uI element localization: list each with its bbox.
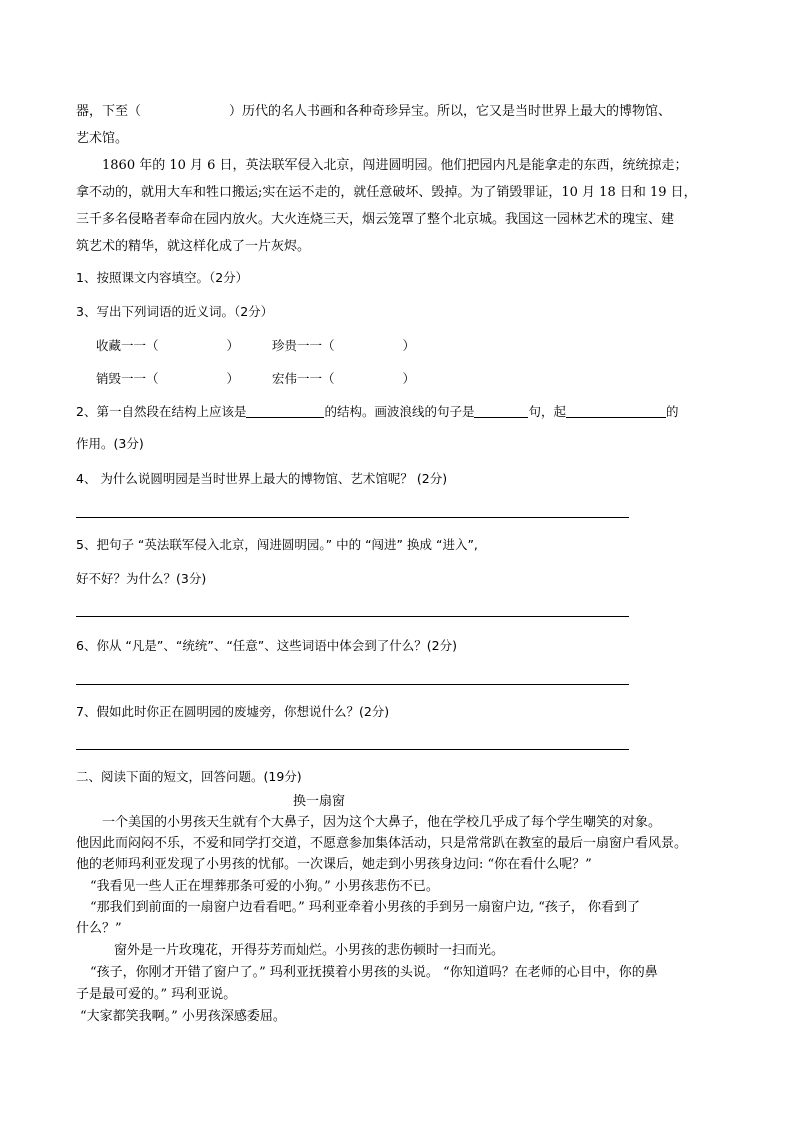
story-line: 一个美国的小男孩天生就有个大鼻子，因为这个大鼻子，他在学校几乎成了每个学生嘲笑的对象。 [102,815,662,830]
passage-line-1 [76,103,671,121]
answer-line[interactable] [76,684,629,685]
question-7: 7、假如此时你正在圆明园的废墟旁，你想说什么？(2分) [76,704,390,719]
answer-line[interactable] [76,517,629,518]
story-line: “我看见一些人正在埋葬那条可爱的小狗。” 小男孩悲伤不已。 [90,879,439,894]
answer-line[interactable] [76,616,629,617]
story-line: 他因此而闷闷不乐，不爱和同学打交道，不愿意参加集体活动，只是常常趴在教室的最后一扇窗户看风景。 [76,836,688,851]
answer-line[interactable] [76,749,629,750]
story-line: “那我们到前面的一扇窗户边看看吧。” 玛利亚牵着小男孩的手到另一扇窗户边, “孩子， 你看到了 [90,900,640,915]
question-2: 2、第一自然段在结构上应该是 的结构。画波浪线的句子是 句，起 的 [76,404,679,419]
answer-blank[interactable] [246,404,324,418]
synonym-item: 宏伟一一（ ） [272,371,416,386]
answer-blank[interactable] [474,404,528,418]
story-line: 他的老师玛利亚发现了小男孩的忧郁。一次课后，她走到小男孩身边问: “你在看什么呢？” [76,857,592,872]
question-1: 1、按照课文内容填空。（2分） [76,270,249,285]
story-line: 窗外是一片玫瑰花，开得芬芳而灿烂。小男孩的悲伤顿时一扫而光。 [114,943,505,958]
synonym-item: 收藏一一（ ） [96,338,240,353]
passage-line-5: 三千多名侵略者奉命在园内放火。大火连烧三天，烟云笼罩了整个北京城。我国这一园林艺术的瑰宝、建 [76,212,675,227]
answer-blank[interactable] [566,404,666,418]
question-5-cont: 好不好？为什么？(3分) [76,571,207,586]
question-3: 3、写出下列词语的近义词。（2分） [76,304,274,319]
synonym-item: 销毁一一（ ） [96,371,240,386]
passage-line-3: 1860 年的 10 月 6 日，英法联军侵入北京，闯进圆明园。他们把园内凡是能拿走的东西，统统掠走； [102,158,688,173]
story-line: “孩子，你刚才开错了窗户了。” 玛利亚抚摸着小男孩的头说。 “你知道吗？在老师的心目中，你的鼻 [90,965,658,980]
story-line: 什么？” [76,921,122,936]
question-5: 5、把句子 “英法联军侵入北京，闯进圆明园。” 中的 “闯进” 换成 “进入”, [76,537,478,552]
question-6: 6、你从 “凡是”、“统统”、“任意”、这些词语中体会到了什么？(2分) [76,638,457,653]
passage-line-2: 艺术馆。 [76,131,129,146]
section-heading: 二、阅读下面的短文，回答问题。(19分) [76,769,302,784]
passage-line-6: 筑艺术的精华，就这样化成了一片灰烬。 [76,239,311,254]
story-title: 换一扇窗 [293,794,346,809]
question-4: 4、 为什么说圆明园是当时世界上最大的博物馆、艺术馆呢？ (2分) [76,471,448,486]
question-2-cont: 作用。(3分) [76,436,144,451]
passage-line-4: 拿不动的，就用大车和牲口搬运;实在运不走的，就任意破坏、毁掉。为了销毁罪证，10 月 18 日和 19 日， [76,185,697,200]
text-segment: ）历代的名人书画和各种奇珍异宝。所以，它又是当时世界上最大的博物馆、 [229,104,672,119]
story-line: 子是最可爱的。” 玛利亚说。 [76,987,237,1002]
story-line: “大家都笑我啊。” 小男孩深感委屈。 [80,1009,286,1024]
text-segment: 器，下至（ [76,104,142,119]
synonym-item: 珍贵一一（ ） [272,338,416,353]
